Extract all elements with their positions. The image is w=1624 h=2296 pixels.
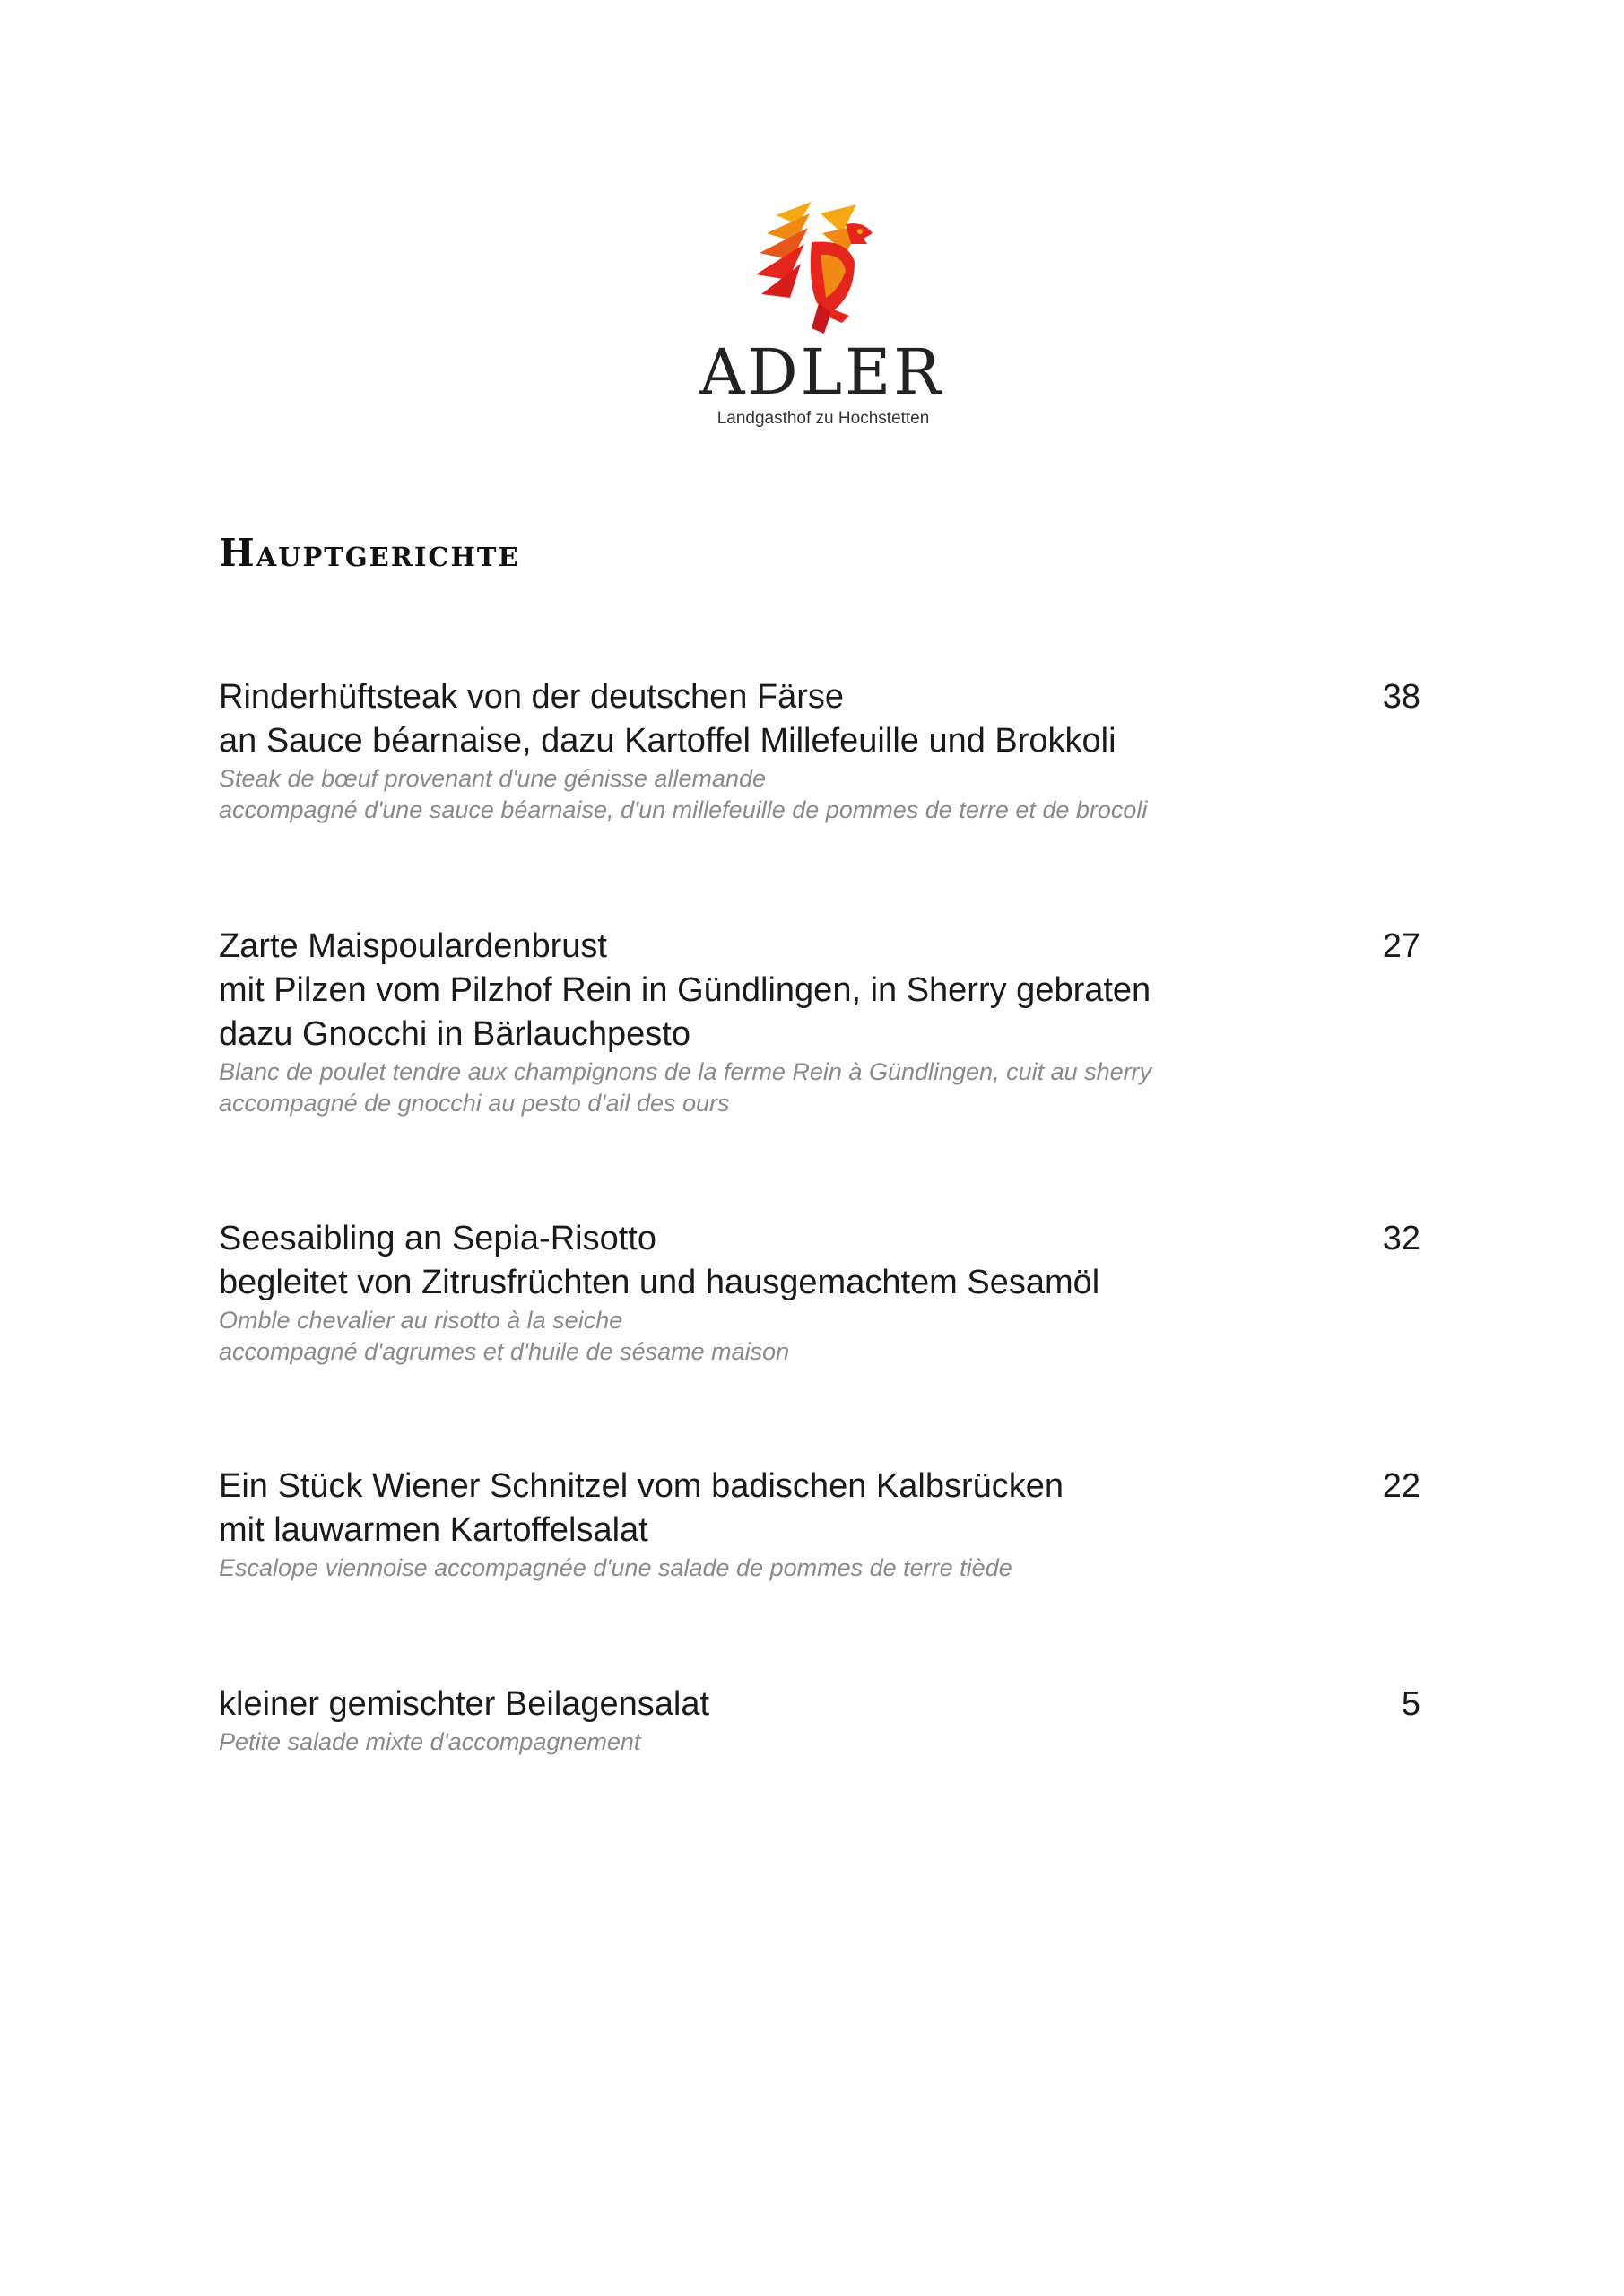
dish-name-de: kleiner gemischter Beilagensalat [219,1685,710,1723]
menu-item [219,1217,1420,1368]
restaurant-logo [699,188,943,439]
logo-name: ADLER [699,335,943,409]
dish-name-fr: Escalope viennoise accompagnée d'une salade de pommes de terre tiède [219,1554,1012,1581]
menu-item [219,675,1420,826]
dish-name-de: Seesaibling an Sepia-Risotto [219,1220,656,1257]
dish-name-fr: Steak de bœuf provenant d'une génisse allemande [219,765,767,792]
logo-subtitle: Landgasthof zu Hochstetten [716,409,930,428]
dish-description-de: begleitet von Zitrusfrüchten und hausgemachtem Sesamöl [219,1264,1100,1301]
dish-name-de: Zarte Maispoulardenbrust [219,927,607,965]
menu-item [219,1465,1420,1584]
dish-name-fr: Omble chevalier au risotto à la seiche [219,1307,623,1334]
eagle-logo-icon [749,197,883,341]
dish-name-de: Rinderhüftsteak von der deutschen Färse [219,678,845,716]
menu-item [219,1683,1420,1758]
dish-price: 27 [1382,927,1420,965]
dish-description-de: mit Pilzen vom Pilzhof Rein in Gündlingen, in Sherry gebraten [219,971,1151,1009]
dish-description-de: mit lauwarmen Kartoffelsalat [219,1511,648,1549]
dish-description-de: an Sauce béarnaise, dazu Kartoffel Millefeuille und Brokkoli [219,722,1116,760]
dish-description-fr: accompagné d'une sauce béarnaise, d'un millefeuille de pommes de terre et de brocoli [219,796,1148,823]
dish-name-fr: Petite salade mixte d'accompagnement [219,1728,641,1755]
dish-price: 32 [1382,1220,1420,1257]
dish-description-fr: accompagné d'agrumes et d'huile de sésame maison [219,1338,790,1365]
dish-description-de: dazu Gnocchi in Bärlauchpesto [219,1015,690,1053]
dish-price: 22 [1382,1467,1420,1505]
dish-name-fr: Blanc de poulet tendre aux champignons de la ferme Rein à Gündlingen, cuit au sherry [219,1058,1152,1085]
dish-price: 38 [1382,678,1420,716]
menu-item [219,925,1420,1119]
dish-description-fr: accompagné de gnocchi au pesto d'ail des ours [219,1090,730,1117]
dish-name-de: Ein Stück Wiener Schnitzel vom badischen Kalbsrücken [219,1467,1064,1505]
section-title: Hauptgerichte [219,531,520,575]
dish-price: 5 [1401,1685,1420,1723]
